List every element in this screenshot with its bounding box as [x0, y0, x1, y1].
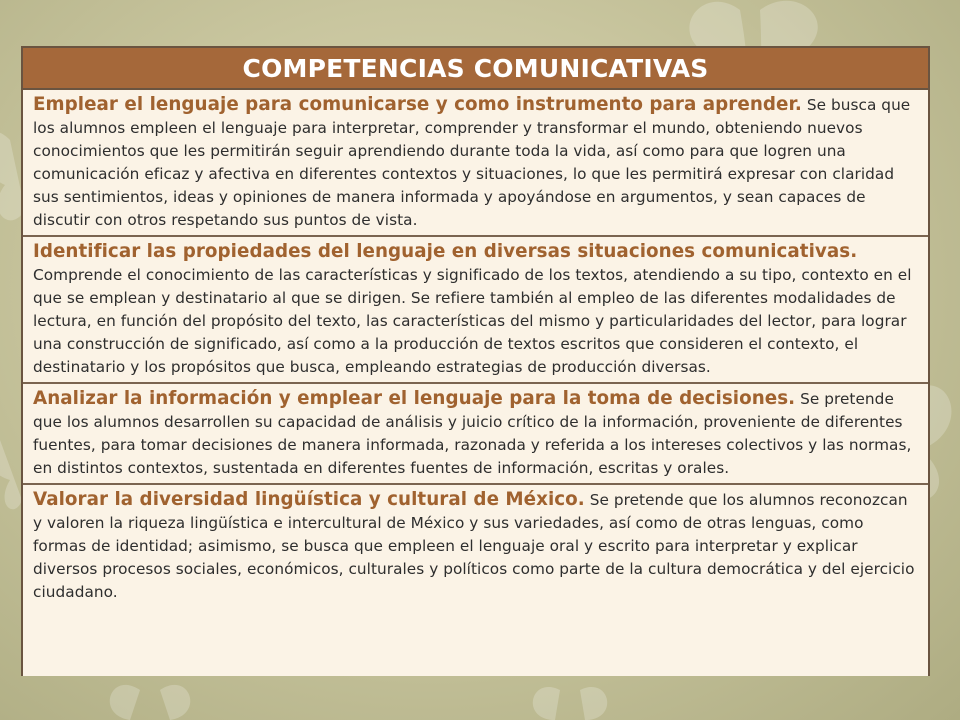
competency-description: Se pretende que los alumnos reconozcan y valoren la riqueza lingüística e intercultural de México y sus variedades, así como de otras lenguas, como formas de identidad; asimismo, se busca que empleen el lenguaje oral y escrito para interpretar y explicar diversos procesos sociales, económicos, culturales y políticos como parte de la cultura democrática y del ejercicio ciudadano. [33, 491, 915, 601]
competency-heading: Emplear el lenguaje para comunicarse y como instrumento para aprender. [33, 94, 802, 115]
table-row [23, 485, 928, 607]
table-row [23, 237, 928, 384]
competency-heading: Valorar la diversidad lingüística y cultural de México. [33, 489, 585, 510]
table-row [23, 384, 928, 485]
competency-description: Comprende el conocimiento de las características y significado de los textos, atendiendo a su tipo, contexto en el que se emplean y destinatario al que se dirigen. Se refiere también al empleo de las diferentes modalidades de lectura, en función del propósito del texto, las características del mismo y particularidades del lector, para lograr una construcción de significado, así como a la producción de textos escritos que consideren el contexto, el destinatario y los propósitos que busca, empleando estrategias de producción diversas. [33, 266, 912, 376]
table-title: COMPETENCIAS COMUNICATIVAS [23, 48, 928, 90]
table-row [23, 90, 928, 237]
competency-heading: Identificar las propiedades del lenguaje en diversas situaciones comunicativas. [33, 241, 858, 262]
competency-description: Se busca que los alumnos empleen el lenguaje para interpretar, comprender y transformar el mundo, obteniendo nuevos conocimientos que les permitirán seguir aprendiendo durante toda la vida, así como para que logren una comunicación eficaz y afectiva en diferentes contextos y situaciones, lo que les permitirá expresar con claridad sus sentimientos, ideas y opiniones de manera informada y apoyándose en argumentos, y sean capaces de discutir con otros respetando sus puntos de vista. [33, 96, 911, 229]
competency-heading: Analizar la información y emplear el lenguaje para la toma de decisiones. [33, 388, 796, 409]
competencies-table [21, 46, 930, 676]
competency-description: Se pretende que los alumnos desarrollen su capacidad de análisis y juicio crítico de la información, proveniente de diferentes fuentes, para tomar decisiones de manera informada, razonada y referida a los intereses colectivos y las normas, en distintos contextos, sustentada en diferentes fuentes de información, escritas y orales. [33, 390, 912, 477]
